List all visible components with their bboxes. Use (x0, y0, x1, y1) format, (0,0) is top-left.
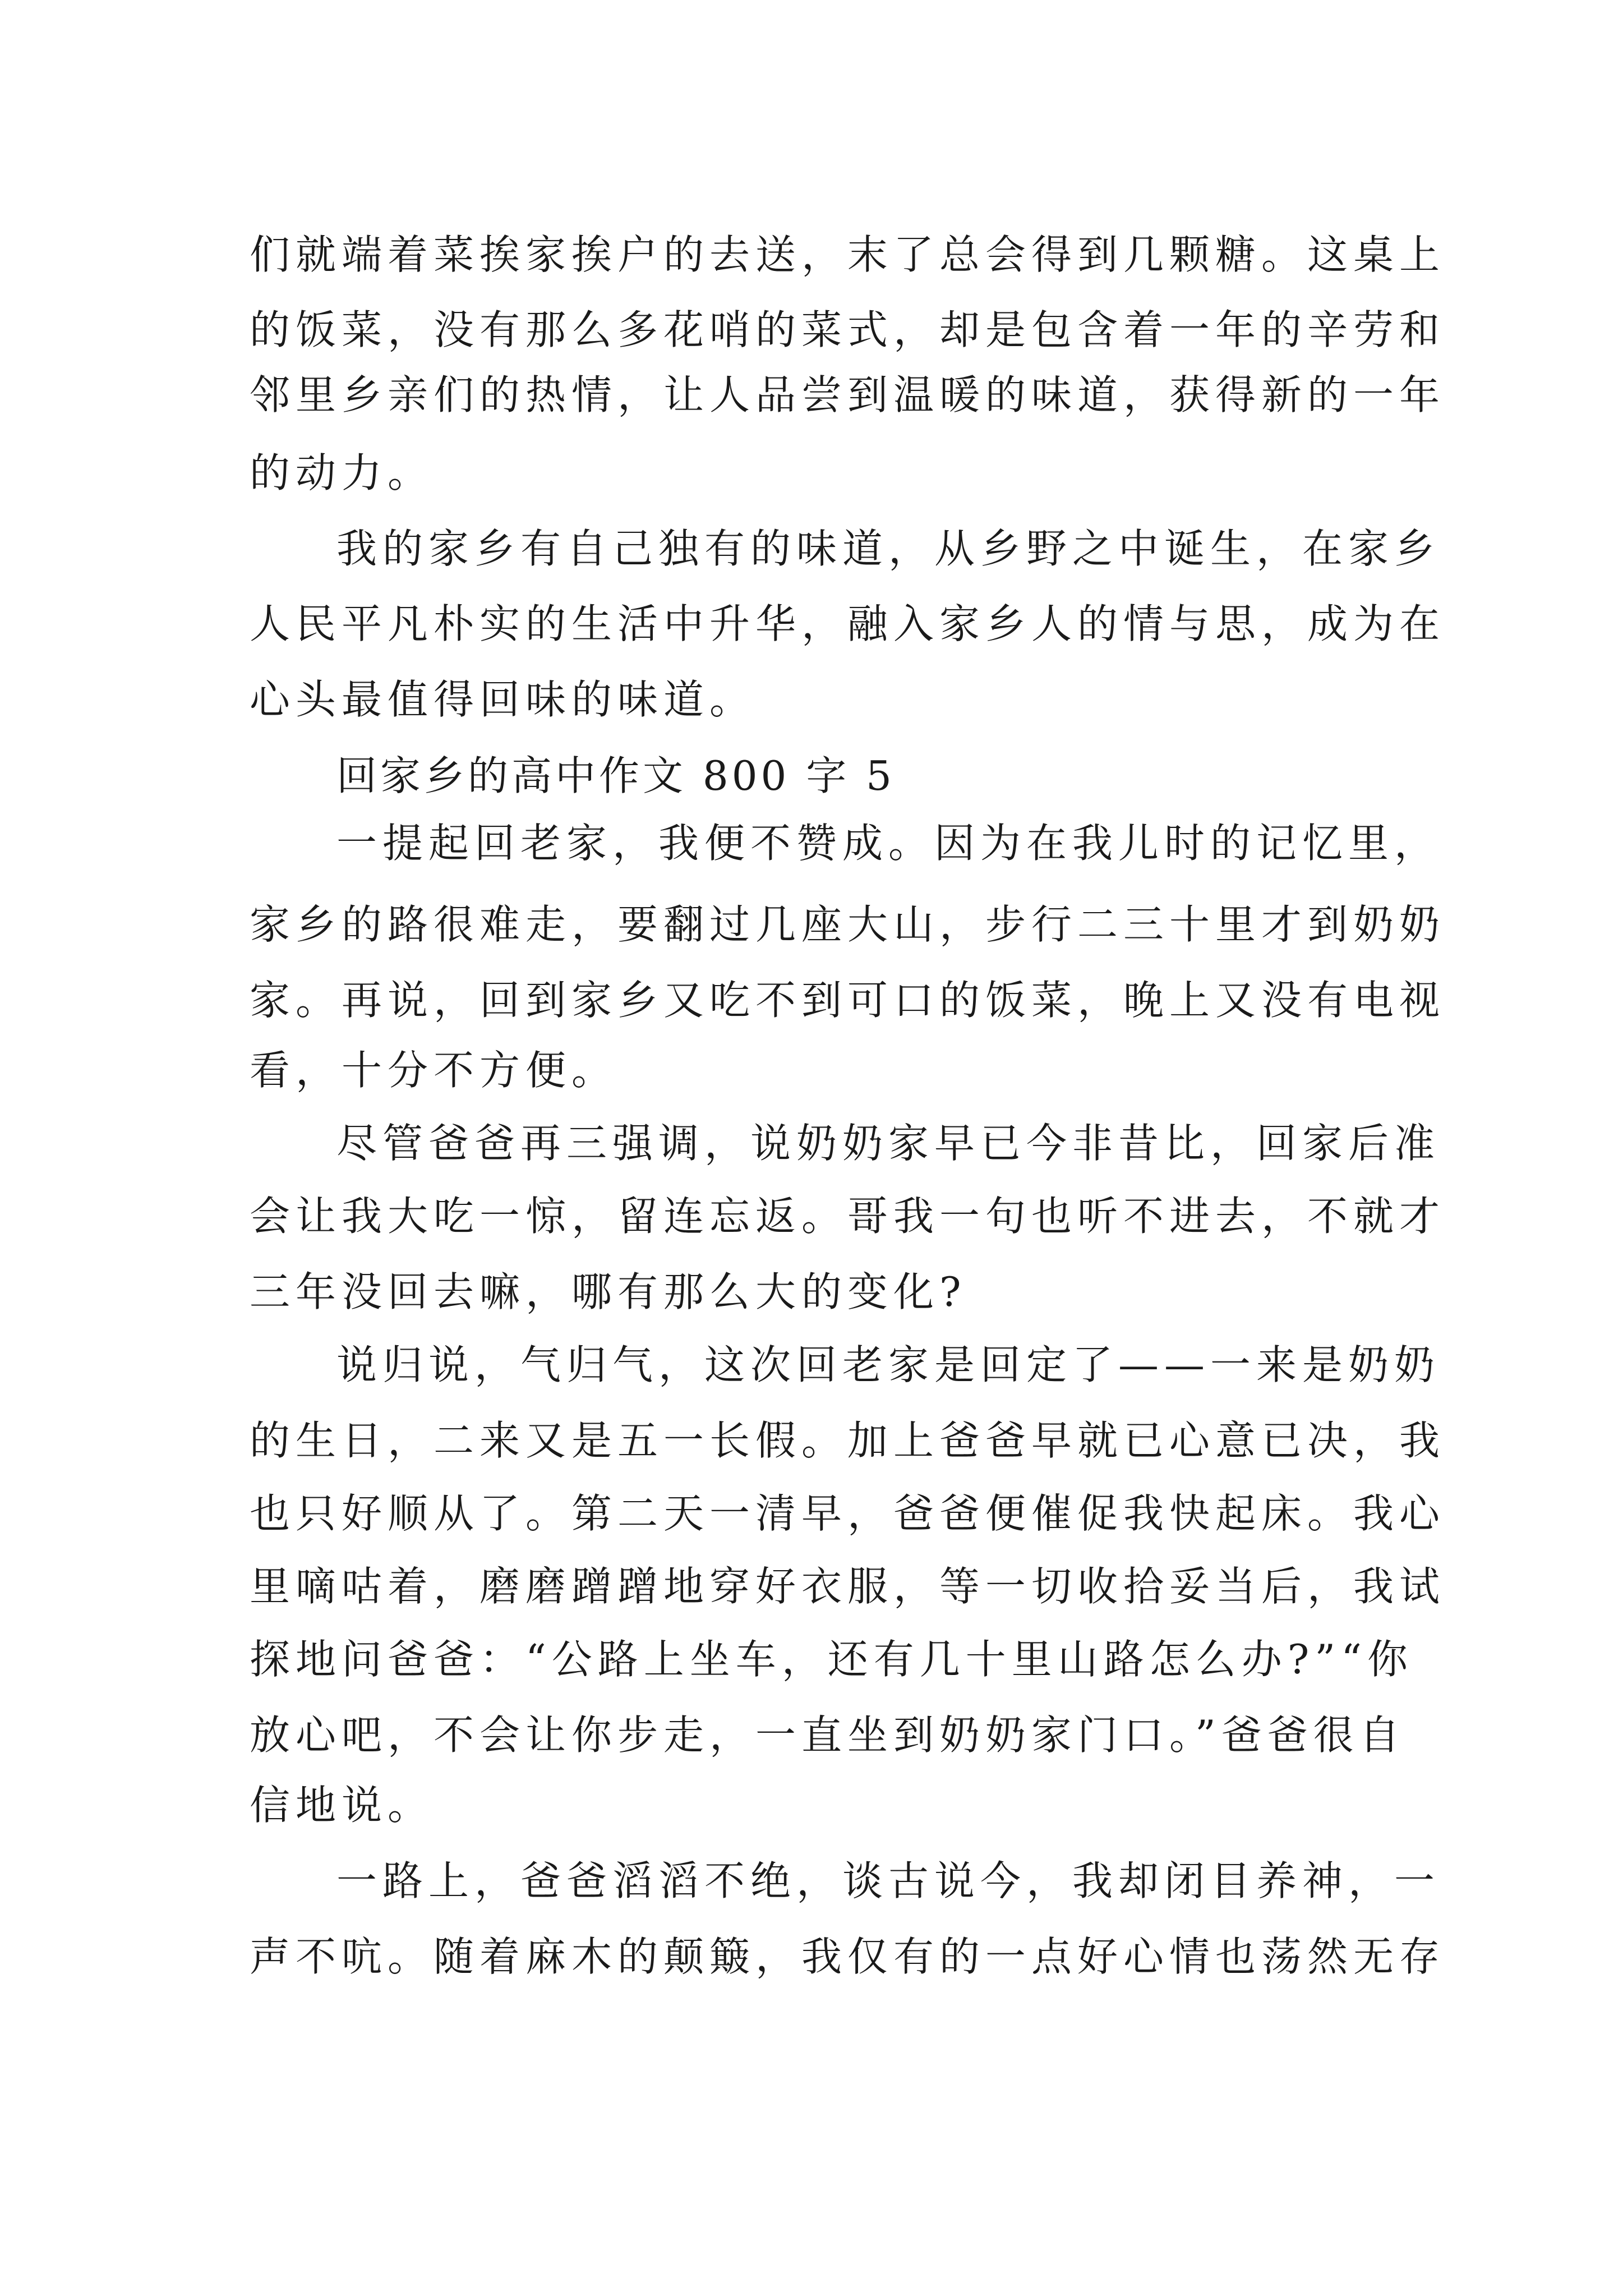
section-heading: 回家乡的高中作文 800 字 5 (336, 752, 895, 799)
text-line: 看，十分不方便。 (250, 1047, 618, 1094)
text-line: 心头最值得回味的味道。 (250, 676, 756, 723)
text-line: 三年没回去嘛，哪有那么大的变化? (250, 1268, 967, 1315)
text-line: 家。再说，回到家乡又吃不到可口的饭菜，晚上又没有电视 (250, 977, 1446, 1024)
paragraph-first-line: 一路上，爸爸滔滔不绝，谈古说今，我却闭目养神，一 (336, 1857, 1441, 1904)
text-line: 也只好顺从了。第二天一清早，爸爸便催促我快起床。我心 (250, 1490, 1446, 1537)
text-line: 里嘀咕着，磨磨蹭蹭地穿好衣服，等一切收拾妥当后，我试 (250, 1563, 1446, 1610)
text-line: 的动力。 (250, 449, 434, 496)
text-line: 的饭菜，没有那么多花哨的菜式，却是包含着一年的辛劳和 (250, 306, 1446, 353)
text-line: 声不吭。随着麻木的颠簸，我仅有的一点好心情也荡然无存 (250, 1933, 1446, 1980)
paragraph-first-line: 说归说，气归气，这次回老家是回定了——一来是奶奶 (336, 1341, 1441, 1388)
text-line: 信地说。 (250, 1782, 434, 1829)
text-line: 人民平凡朴实的生活中升华，融入家乡人的情与思，成为在 (250, 600, 1446, 647)
text-line: 的生日，二来又是五一长假。加上爸爸早就已心意已决，我 (250, 1417, 1446, 1464)
paragraph-first-line: 尽管爸爸再三强调，说奶奶家早已今非昔比，回家后准 (336, 1120, 1441, 1167)
text-line: 们就端着菜挨家挨户的去送，末了总会得到几颗糖。这桌上 (250, 231, 1446, 278)
text-line: 家乡的路很难走，要翻过几座大山，步行二三十里才到奶奶 (250, 901, 1446, 948)
text-line: 放心吧，不会让你步走，一直坐到奶奶家门口。”爸爸很自 (250, 1711, 1405, 1759)
paragraph-first-line: 我的家乡有自己独有的味道，从乡野之中诞生，在家乡 (336, 525, 1441, 572)
text-line: 会让我大吃一惊，留连忘返。哥我一句也听不进去，不就才 (250, 1193, 1446, 1240)
text-line: 探地问爸爸：“公路上坐车，还有几十里山路怎么办?”“你 (250, 1636, 1414, 1683)
paragraph-first-line: 一提起回老家，我便不赞成。因为在我儿时的记忆里， (336, 820, 1441, 867)
text-line: 邻里乡亲们的热情，让人品尝到温暖的味道，获得新的一年 (250, 371, 1446, 418)
